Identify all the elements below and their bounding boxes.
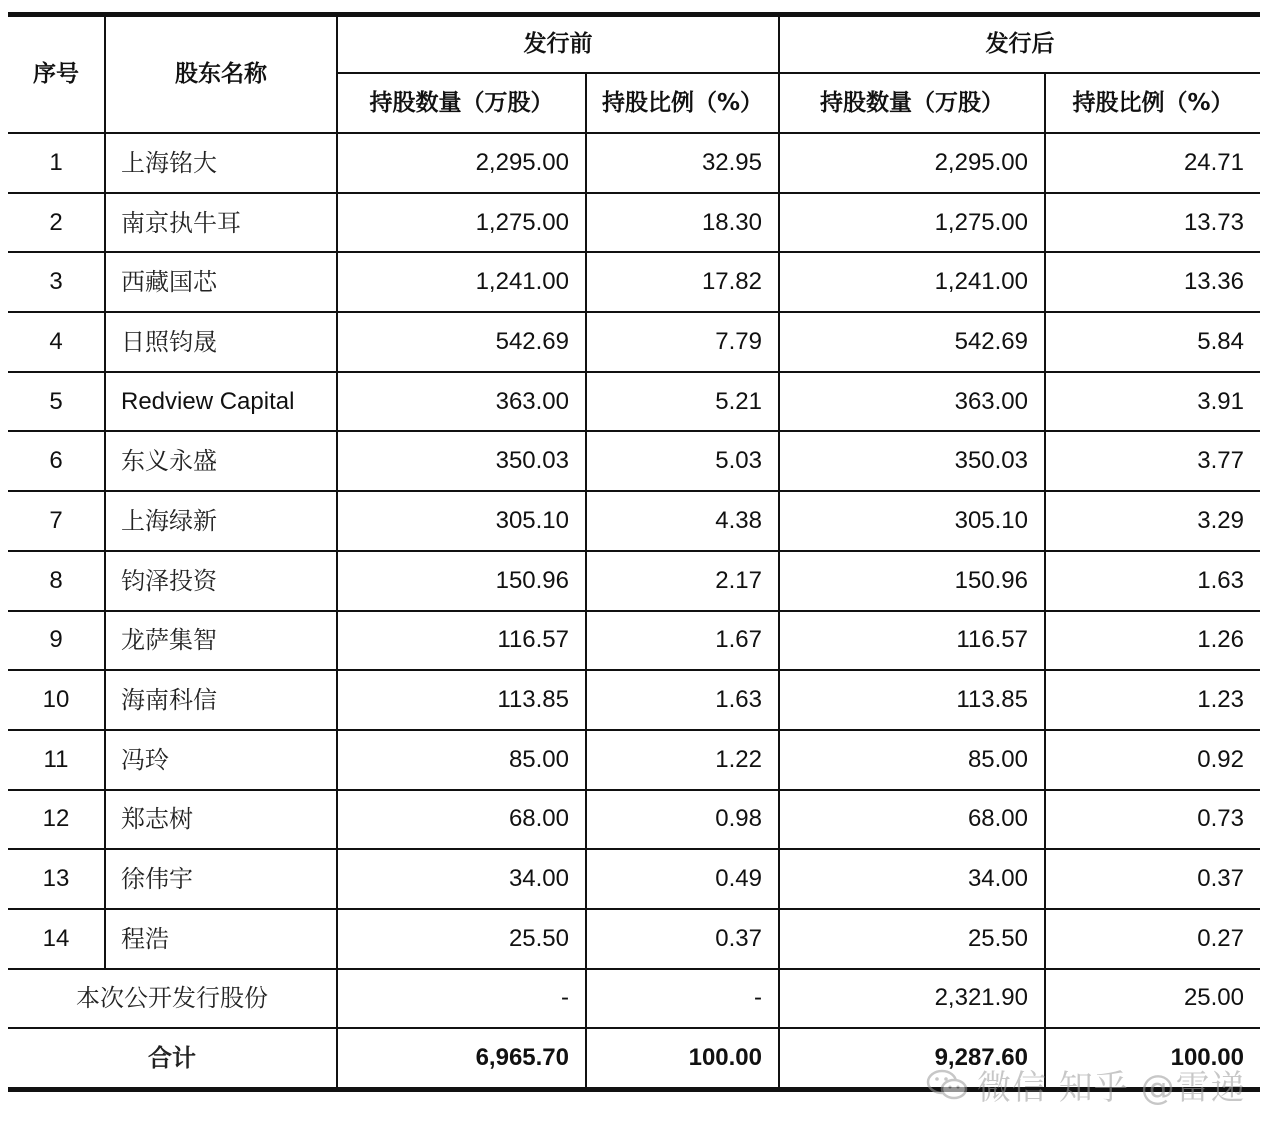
cell-name: 徐伟宇 (105, 849, 337, 909)
cell-post-qty: 350.03 (779, 431, 1045, 491)
cell-pre-qty: 350.03 (337, 431, 586, 491)
table-row (8, 730, 1260, 790)
cell-post-qty: 116.57 (779, 611, 1045, 671)
cell-post-pct: 3.91 (1045, 372, 1260, 432)
shareholding-table-container (8, 12, 1260, 1092)
cell-pre-pct: 0.98 (586, 790, 779, 850)
cell-name: 龙萨集智 (105, 611, 337, 671)
cell-index: 2 (8, 193, 105, 253)
table-row (8, 611, 1260, 671)
header-shareholder-name: 股东名称 (105, 15, 337, 134)
issuance-post-pct: 25.00 (1045, 969, 1260, 1029)
cell-post-qty: 542.69 (779, 312, 1045, 372)
cell-index: 9 (8, 611, 105, 671)
issuance-row (8, 969, 1260, 1029)
watermark-text: 微信 知乎 @雷递 (977, 1068, 1246, 1108)
cell-index: 8 (8, 551, 105, 611)
cell-pre-qty: 150.96 (337, 551, 586, 611)
cell-index: 12 (8, 790, 105, 850)
header-pre-qty: 持股数量（万股） (337, 73, 586, 133)
shareholding-table (8, 12, 1260, 1092)
cell-pre-pct: 1.67 (586, 611, 779, 671)
cell-pre-qty: 305.10 (337, 491, 586, 551)
cell-name: 程浩 (105, 909, 337, 969)
cell-post-pct: 1.63 (1045, 551, 1260, 611)
header-index: 序号 (8, 15, 105, 134)
table-row (8, 372, 1260, 432)
cell-name: 上海铭大 (105, 133, 337, 193)
total-pre-pct: 100.00 (586, 1028, 779, 1089)
cell-post-qty: 25.50 (779, 909, 1045, 969)
cell-post-qty: 363.00 (779, 372, 1045, 432)
cell-pre-pct: 5.21 (586, 372, 779, 432)
cell-name: 钧泽投资 (105, 551, 337, 611)
cell-pre-pct: 1.22 (586, 730, 779, 790)
table-header (8, 15, 1260, 134)
cell-post-qty: 305.10 (779, 491, 1045, 551)
cell-pre-qty: 542.69 (337, 312, 586, 372)
cell-post-qty: 1,275.00 (779, 193, 1045, 253)
table-row (8, 193, 1260, 253)
header-before-issuance: 发行前 (337, 15, 779, 74)
cell-post-pct: 3.77 (1045, 431, 1260, 491)
cell-pre-qty: 1,241.00 (337, 252, 586, 312)
cell-pre-qty: 1,275.00 (337, 193, 586, 253)
cell-post-qty: 85.00 (779, 730, 1045, 790)
cell-pre-pct: 0.49 (586, 849, 779, 909)
cell-name: 上海绿新 (105, 491, 337, 551)
issuance-post-qty: 2,321.90 (779, 969, 1045, 1029)
cell-pre-pct: 32.95 (586, 133, 779, 193)
cell-post-pct: 0.27 (1045, 909, 1260, 969)
cell-name: 东义永盛 (105, 431, 337, 491)
cell-index: 4 (8, 312, 105, 372)
cell-post-qty: 68.00 (779, 790, 1045, 850)
cell-name: 冯玲 (105, 730, 337, 790)
table-row (8, 849, 1260, 909)
total-row (8, 1028, 1260, 1089)
cell-pre-pct: 0.37 (586, 909, 779, 969)
cell-index: 10 (8, 670, 105, 730)
total-post-qty: 9,287.60 (779, 1028, 1045, 1089)
cell-index: 1 (8, 133, 105, 193)
cell-pre-qty: 25.50 (337, 909, 586, 969)
issuance-label: 本次公开发行股份 (8, 969, 337, 1029)
cell-pre-pct: 4.38 (586, 491, 779, 551)
cell-pre-qty: 34.00 (337, 849, 586, 909)
table-row (8, 909, 1260, 969)
cell-post-qty: 150.96 (779, 551, 1045, 611)
cell-post-pct: 24.71 (1045, 133, 1260, 193)
cell-pre-qty: 2,295.00 (337, 133, 586, 193)
cell-post-pct: 0.73 (1045, 790, 1260, 850)
cell-pre-pct: 7.79 (586, 312, 779, 372)
table-body (8, 133, 1260, 1090)
cell-pre-pct: 5.03 (586, 431, 779, 491)
cell-index: 11 (8, 730, 105, 790)
cell-pre-qty: 113.85 (337, 670, 586, 730)
cell-name: 日照钧晟 (105, 312, 337, 372)
cell-post-pct: 1.23 (1045, 670, 1260, 730)
cell-name: 海南科信 (105, 670, 337, 730)
cell-index: 5 (8, 372, 105, 432)
header-pre-pct: 持股比例（%） (586, 73, 779, 133)
header-post-qty: 持股数量（万股） (779, 73, 1045, 133)
total-post-pct: 100.00 (1045, 1028, 1260, 1089)
cell-pre-qty: 68.00 (337, 790, 586, 850)
cell-pre-pct: 2.17 (586, 551, 779, 611)
table-row (8, 790, 1260, 850)
cell-index: 13 (8, 849, 105, 909)
cell-post-pct: 0.37 (1045, 849, 1260, 909)
table-row (8, 551, 1260, 611)
cell-post-pct: 5.84 (1045, 312, 1260, 372)
header-after-issuance: 发行后 (779, 15, 1260, 74)
cell-pre-pct: 18.30 (586, 193, 779, 253)
cell-post-qty: 2,295.00 (779, 133, 1045, 193)
cell-pre-qty: 116.57 (337, 611, 586, 671)
cell-pre-pct: 17.82 (586, 252, 779, 312)
cell-name: 南京执牛耳 (105, 193, 337, 253)
cell-post-pct: 3.29 (1045, 491, 1260, 551)
cell-post-qty: 34.00 (779, 849, 1045, 909)
cell-post-pct: 0.92 (1045, 730, 1260, 790)
cell-index: 7 (8, 491, 105, 551)
cell-name: 郑志树 (105, 790, 337, 850)
cell-name: Redview Capital (105, 372, 337, 432)
cell-post-pct: 13.36 (1045, 252, 1260, 312)
issuance-pre-pct: - (586, 969, 779, 1029)
issuance-pre-qty: - (337, 969, 586, 1029)
table-row (8, 252, 1260, 312)
cell-pre-qty: 363.00 (337, 372, 586, 432)
table-row (8, 431, 1260, 491)
table-row (8, 491, 1260, 551)
cell-pre-qty: 85.00 (337, 730, 586, 790)
cell-index: 14 (8, 909, 105, 969)
total-pre-qty: 6,965.70 (337, 1028, 586, 1089)
cell-pre-pct: 1.63 (586, 670, 779, 730)
header-row-groups (8, 15, 1260, 74)
cell-index: 3 (8, 252, 105, 312)
table-row (8, 133, 1260, 193)
table-row (8, 312, 1260, 372)
cell-post-qty: 113.85 (779, 670, 1045, 730)
cell-name: 西藏国芯 (105, 252, 337, 312)
cell-index: 6 (8, 431, 105, 491)
cell-post-pct: 13.73 (1045, 193, 1260, 253)
total-label: 合计 (8, 1028, 337, 1089)
cell-post-pct: 1.26 (1045, 611, 1260, 671)
header-post-pct: 持股比例（%） (1045, 73, 1260, 133)
table-row (8, 670, 1260, 730)
cell-post-qty: 1,241.00 (779, 252, 1045, 312)
